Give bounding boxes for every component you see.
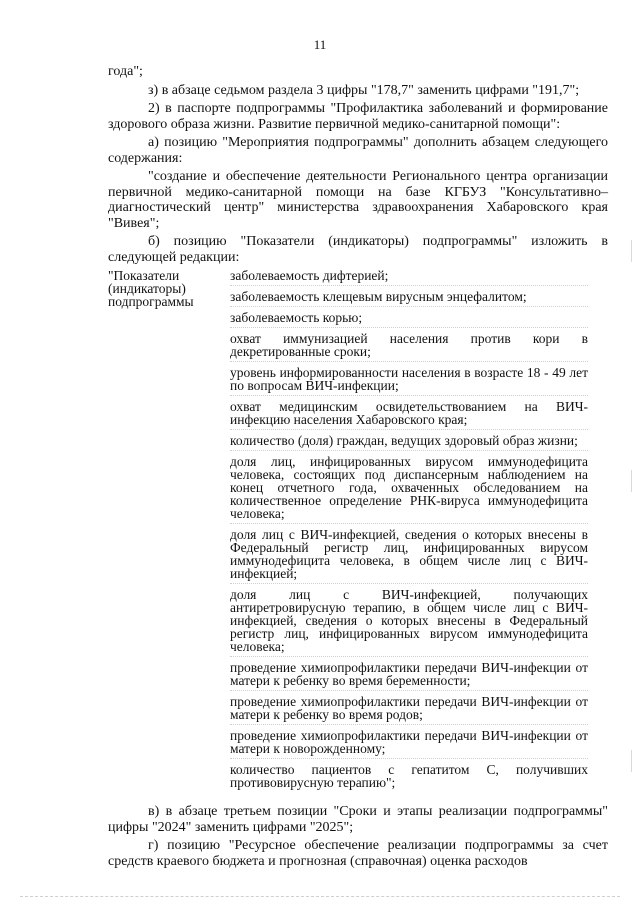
scan-edge-line	[20, 896, 620, 897]
indicator-item: заболеваемость дифтерией;	[230, 269, 588, 286]
page-number: 11	[313, 37, 327, 52]
indicator-item: проведение химиопрофилактики передачи ВИЧ-инфекции от матери к ребенку во время беременности;	[230, 661, 588, 691]
indicator-item: охват медицинским освидетельствованием на ВИЧ-инфекцию населения Хабаровского края;	[230, 400, 588, 430]
scan-mark	[631, 240, 632, 262]
paragraphs-bottom	[108, 804, 608, 869]
indicator-item: уровень информированности населения в возрасте 18 - 49 лет по вопросам ВИЧ-инфекции;	[230, 366, 588, 396]
indicator-item: количество (доля) граждан, ведущих здоровый образ жизни;	[230, 434, 588, 451]
indicator-item: доля лиц, инфицированных вирусом иммунодефицита человека, состоящих под диспансерным наблюдением на конец отчетного года, охваченных обследованием на количественное определение РНК-вируса иммунодефицита человека;	[230, 455, 588, 524]
document-body	[108, 64, 608, 872]
paragraph: 2) в паспорте подпрограммы "Профилактика заболеваний и формирование здорового образа жизни. Развитие первичной медико-санитарной помощи":	[108, 101, 608, 132]
scan-mark	[631, 470, 632, 492]
indicator-item: количество пациентов с гепатитом С, получивших противовирусную терапию";	[230, 762, 588, 790]
paragraph: "создание и обеспечение деятельности Регионального центра организации первичной медико-санитарной помощи на базе КГБУЗ "Консультативно–диагностический центр" министерства здравоохранения Хабаровского края "Вивея";	[108, 169, 608, 231]
indicator-item: охват иммунизацией населения против кори в декретированные сроки;	[230, 332, 588, 362]
indicator-item: проведение химиопрофилактики передачи ВИЧ-инфекции от матери к новорожденному;	[230, 729, 588, 759]
paragraphs-top	[108, 64, 608, 265]
indicators-label: "Показатели (индикаторы) подпрограммы	[108, 268, 194, 309]
indicator-item: заболеваемость клещевым вирусным энцефалитом;	[230, 290, 588, 307]
indicators-list	[230, 269, 588, 796]
paragraph: в) в абзаце третьем позиции "Сроки и этапы реализации подпрограммы" цифры "2024" заменить цифрами "2025";	[108, 804, 608, 835]
paragraph: з) в абзаце седьмом раздела 3 цифры "178,7" заменить цифрами "191,7";	[148, 82, 580, 98]
indicators-table	[108, 269, 608, 796]
paragraph: а) позицию "Мероприятия подпрограммы" дополнить абзацем следующего содержания:	[108, 135, 608, 166]
paragraph: года";	[108, 64, 143, 79]
scan-mark	[631, 750, 632, 772]
indicator-item: доля лиц с ВИЧ-инфекцией, сведения о которых внесены в Федеральный регистр лиц, инфицированных вирусом иммунодефицита человека, в общем числе лиц с ВИЧ-инфекцией;	[230, 528, 588, 584]
paragraph: г) позицию "Ресурсное обеспечение реализации подпрограммы за счет средств краевого бюджета и прогнозная (справочная) оценка расходов	[108, 838, 608, 869]
indicator-item: доля лиц с ВИЧ-инфекцией, получающих антиретровирусную терапию, в общем числе лиц с ВИЧ-инфекцией, сведения о которых внесены в Федеральный регистр лиц, инфицированных вирусом иммунодефицита человека;	[230, 588, 588, 657]
indicator-item: заболеваемость корью;	[230, 311, 588, 328]
paragraph: б) позицию "Показатели (индикаторы) подпрограммы" изложить в следующей редакции:	[108, 234, 608, 265]
indicator-item: проведение химиопрофилактики передачи ВИЧ-инфекции от матери к ребенку во время родов;	[230, 695, 588, 725]
